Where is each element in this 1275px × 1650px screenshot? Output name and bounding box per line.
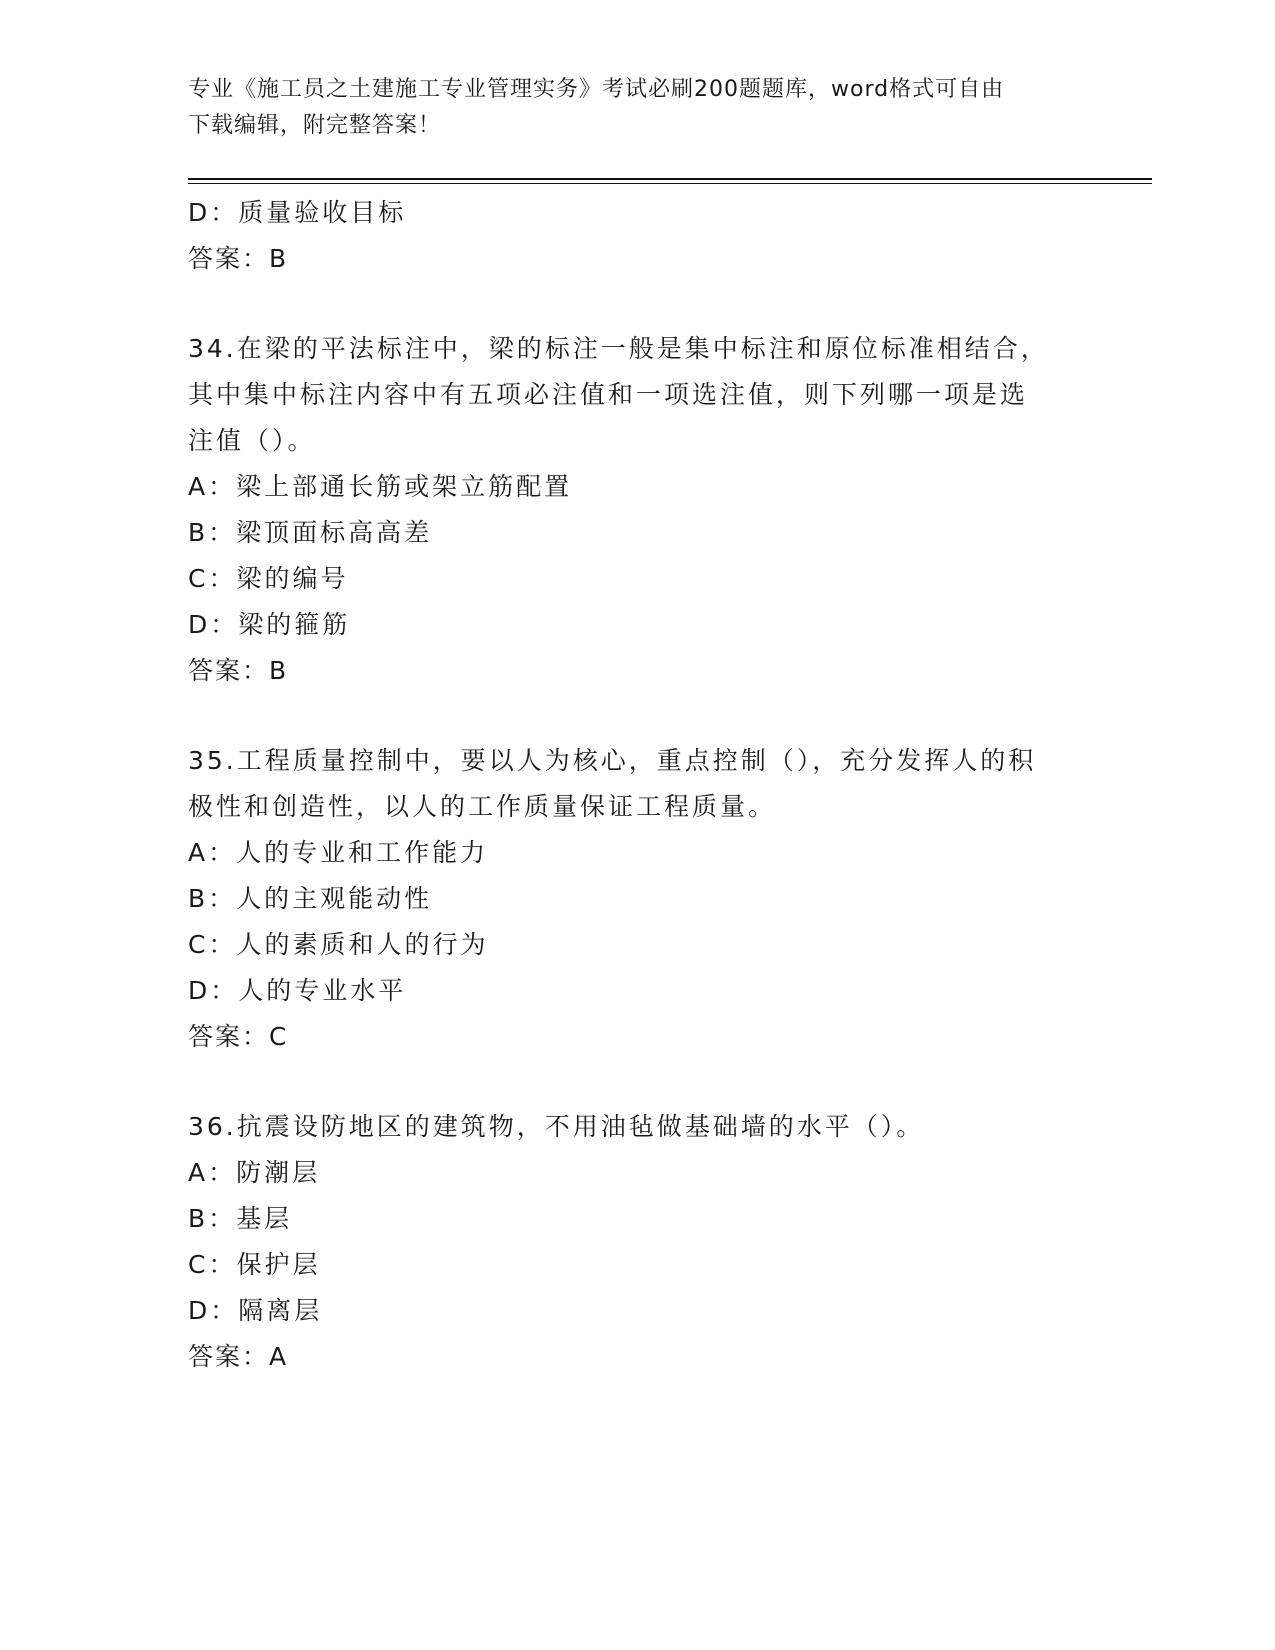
question-34-option-d: D：梁的箍筋 — [188, 610, 351, 639]
question-35-answer: 答案：C — [188, 1022, 289, 1051]
question-36 — [188, 1104, 1088, 1380]
spacer — [188, 1060, 1088, 1104]
question-34-line-2: 其中集中标注内容中有五项必注值和一项选注值，则下列哪一项是选 — [188, 380, 1029, 409]
question-35-line-2: 极性和创造性，以人的工作质量保证工程质量。 — [188, 792, 777, 821]
document-header — [188, 72, 1088, 144]
question-35-option-c: C：人的素质和人的行为 — [188, 930, 489, 959]
spacer — [188, 282, 1088, 326]
question-34-line-1: 34.在梁的平法标注中，梁的标注一般是集中标注和原位标准相结合， — [188, 334, 1049, 363]
question-36-option-b: B：基层 — [188, 1204, 293, 1233]
question-34-option-a: A：梁上部通长筋或架立筋配置 — [188, 472, 573, 501]
question-35 — [188, 738, 1088, 1060]
prev-answer: 答案：B — [188, 244, 289, 273]
question-34-option-b: B：梁顶面标高高差 — [188, 518, 433, 547]
question-content — [188, 190, 1088, 1380]
spacer — [188, 694, 1088, 738]
question-34-line-3: 注值（）。 — [188, 426, 316, 455]
header-divider-thin — [188, 183, 1152, 184]
question-35-option-a: A：人的专业和工作能力 — [188, 838, 489, 867]
question-34-answer: 答案：B — [188, 656, 289, 685]
header-line-2: 下载编辑，附完整答案！ — [188, 113, 442, 138]
prev-option-d: D：质量验收目标 — [188, 198, 407, 227]
question-35-line-1: 35.工程质量控制中，要以人为核心，重点控制（），充分发挥人的积 — [188, 746, 1037, 775]
question-35-option-d: D：人的专业水平 — [188, 976, 407, 1005]
question-36-line-1: 36.抗震设防地区的建筑物，不用油毡做基础墙的水平（）。 — [188, 1112, 925, 1141]
question-34 — [188, 326, 1088, 694]
question-35-option-b: B：人的主观能动性 — [188, 884, 433, 913]
question-36-option-c: C：保护层 — [188, 1250, 321, 1279]
header-line-1: 专业《施工员之土建施工专业管理实务》考试必刷200题题库，word格式可自由 — [188, 77, 1005, 102]
question-36-option-d: D：隔离层 — [188, 1296, 323, 1325]
question-36-option-a: A：防潮层 — [188, 1158, 321, 1187]
header-divider-thick — [188, 178, 1152, 180]
question-34-option-c: C：梁的编号 — [188, 564, 349, 593]
question-36-answer: 答案：A — [188, 1342, 289, 1371]
